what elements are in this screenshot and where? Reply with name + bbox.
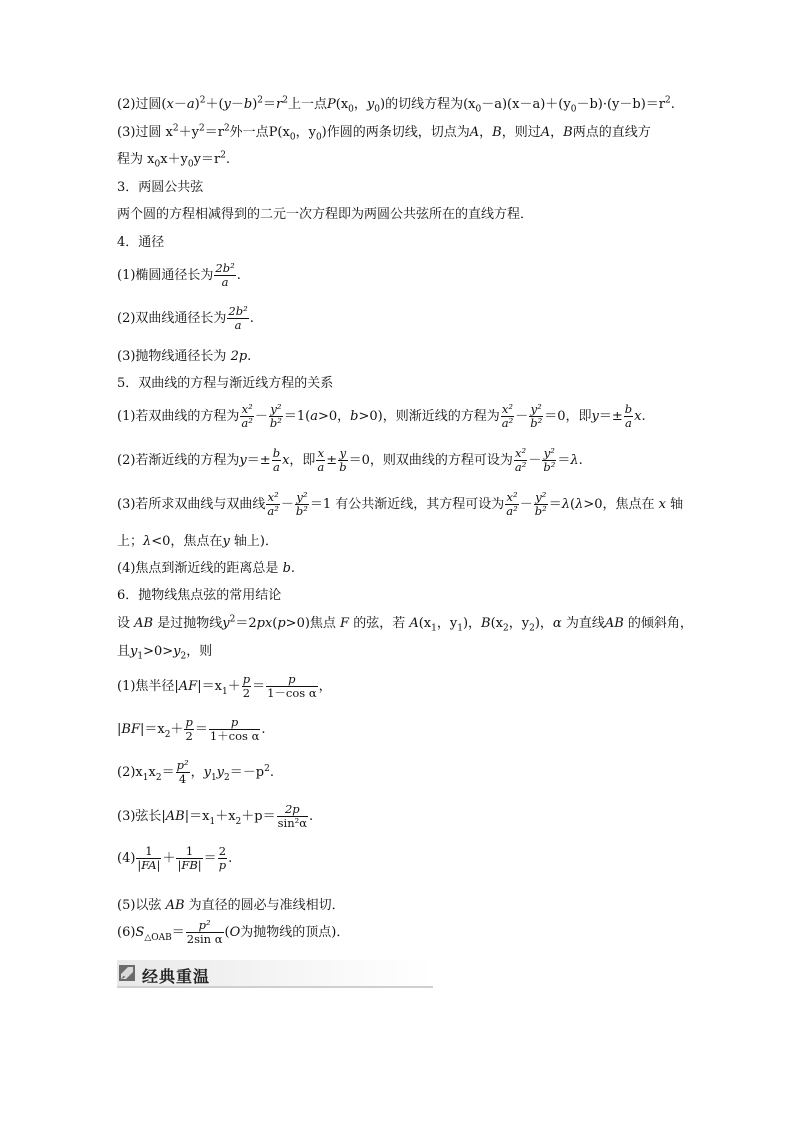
section-header: [117, 960, 433, 988]
heading-6: 6．抛物线焦点弦的常用结论: [117, 588, 282, 603]
text-line: (4)焦点到渐近线的距离总是 b.: [117, 561, 296, 576]
heading-5: 5．双曲线的方程与渐近线方程的关系: [117, 376, 334, 391]
pencil-icon: [119, 965, 135, 981]
text-line: $(2)x_1x_2=$ $\frac{\text{p²}}{4}$ ，$y_1y_2=-p^2$.: [117, 758, 274, 787]
section-title: 经典重温: [142, 967, 211, 986]
heading-3: 3．两圆公共弦: [117, 180, 204, 195]
text-line: (2)若渐近线的方程为y＝± $\frac{b}{a}$ x，即 $\frac{x}{a}$ ± $\frac{y}{b}$ ＝0，则双曲线的方程可设为 $\frac{\text{x²}}{\text{a²}}$ － $\frac{\text{y²}}{\text{b²}}$ ＝λ.: [117, 446, 583, 475]
text-line: 且$y_1>0>y_2$，则: [117, 644, 213, 662]
text-line: (4) $\frac{1}{|FA|}$ ＋ $\frac{1}{|FB|}$ ＝ $\frac{2}{p}$ .: [117, 844, 233, 873]
text-line: 两个圆的方程相减得到的二元一次方程即为两圆公共弦所在的直线方程．: [117, 207, 534, 222]
text-line: (1)椭圆通径长为 $\frac{\text{2b²}}{a}$ .: [117, 261, 241, 290]
text-line: (3)弦长$|AB|=x_1+x_2+p=$ $\frac{2p}{\text{sin²α}}$ .: [117, 802, 314, 831]
heading-4: 4．通径: [117, 235, 165, 250]
text-line: (2)过圆$(x-a)^2+(y-b)^2=r^2$上一点$P(x_0$，$y_0$)的切线方程为$(x_0-a)(x-a)+(y_0-b)\cdot(y-b)=r^2$.: [117, 95, 675, 115]
text-line: (2)双曲线通径长为 $\frac{\text{2b²}}{a}$ .: [117, 304, 254, 333]
text-line: 程为 $x_0x+y_0y=r^2$.: [117, 150, 231, 170]
text-line: (1)焦半径$|AF|=x_1+$ $\frac{p}{2}$ ＝ $\frac{p}{\text{1－cos α}}$ ，: [117, 672, 332, 701]
text-line: (1)若双曲线的方程为 $\frac{\text{x²}}{\text{a²}}$ － $\frac{\text{y²}}{\text{b²}}$ ＝1(a>0，b>0)，则渐近线的方程为 $\frac{\text{x²}}{\text{a²}}$ － $\frac{\text{y²}}{\text{b²}}$ ＝0，即y＝± $\frac{b}{a}$ x.: [117, 402, 646, 431]
text-line: (3)过圆 $x^2+y^2=r^2$外一点$P(x_0$，$y_0$)作圆的两条切线，切点为A，B，则过A，B两点的直线方: [117, 123, 651, 143]
text-line: (5)以弦 AB 为直径的圆必与准线相切．: [117, 898, 345, 913]
text-line: 设 AB 是过抛物线$y^2=2px(p>0)$焦点 F 的弦，若 $A(x_1$，$y_1$)，$B(x_2$，$y_2$)，α 为直线AB 的倾斜角，: [117, 614, 693, 634]
text-line: $(6)S_{\triangle OAB}=$ $\frac{\text{p²}}{\text{2sin α}}$ (O为抛物线的顶点)．: [117, 918, 350, 947]
text-line: $|BF|=x_2+$ $\frac{p}{2}$ ＝ $\frac{p}{\text{1＋cos α}}$ .: [117, 715, 266, 744]
text-line: (3)若所求双曲线与双曲线 $\frac{\text{x²}}{\text{a²}}$ － $\frac{\text{y²}}{\text{b²}}$ ＝1 有公共渐近线，其方程可设为 $\frac{\text{x²}}{\text{a²}}$ － $\frac{\text{y²}}{\text{b²}}$ ＝λ(λ>0，焦点在 x 轴: [117, 490, 684, 519]
text-line: 上；λ<0，焦点在y 轴上)．: [117, 534, 279, 549]
text-line: (3)抛物线通径长为 2p.: [117, 349, 252, 364]
